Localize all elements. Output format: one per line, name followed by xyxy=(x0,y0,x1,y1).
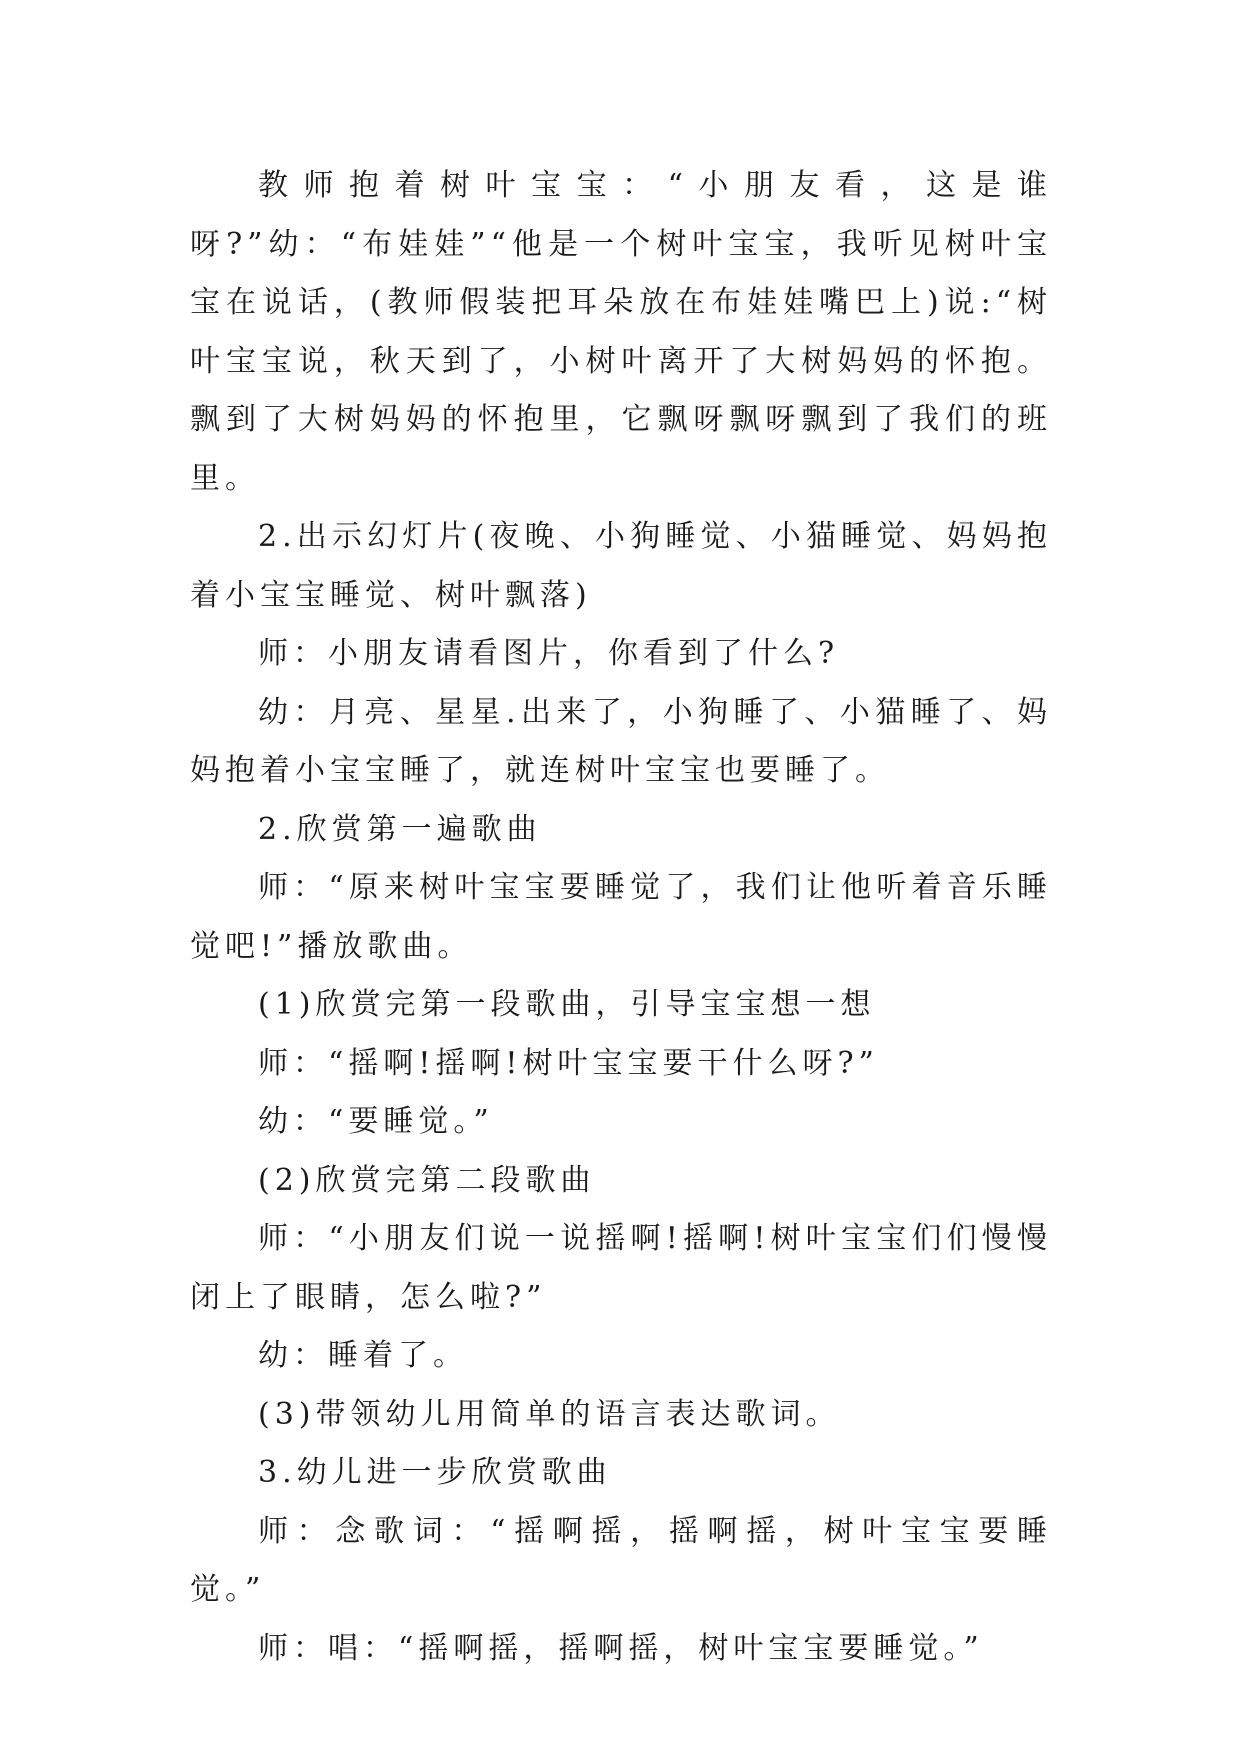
paragraph-substep-2: (2)欣赏完第二段歌曲 xyxy=(258,1162,596,1198)
paragraph-child-answer-2: 幼：“要睡觉。” xyxy=(258,1104,494,1139)
paragraph-teacher-question: 师：小朋友请看图片，你看到了什么? xyxy=(258,636,840,671)
paragraph-teacher-play-song: 师：“原来树叶宝宝要睡觉了，我们让他听着音乐睡觉吧!”播放歌曲。 xyxy=(190,870,1052,964)
paragraph-teacher-question-3: 师：“小朋友们说一说摇啊!摇啊!树叶宝宝们们慢慢闭上了眼睛，怎么啦?” xyxy=(190,1221,1052,1315)
paragraph-teacher-recite: 师：念歌词：“摇啊摇，摇啊摇，树叶宝宝要睡觉。” xyxy=(190,1513,1052,1607)
paragraph-substep-3: (3)带领幼儿用简单的语言表达歌词。 xyxy=(258,1396,841,1432)
paragraph-child-answer: 幼：月亮、星星.出来了，小狗睡了、小猫睡了、妈妈抱着小宝宝睡了，就连树叶宝宝也要睡了。 xyxy=(190,694,1052,788)
paragraph-step-show-slides: 2.出示幻灯片(夜晚、小狗睡觉、小猫睡觉、妈妈抱着小宝宝睡觉、树叶飘落) xyxy=(190,519,1052,613)
paragraph-teacher-sing: 师：唱：“摇啊摇，摇啊摇，树叶宝宝要睡觉。” xyxy=(258,1630,984,1666)
document-body xyxy=(190,157,1052,1678)
paragraph-step-first-listen: 2.欣赏第一遍歌曲 xyxy=(258,811,542,847)
paragraph-intro-dialogue: 教师抱着树叶宝宝：“小朋友看，这是谁呀?”幼：“布娃娃”“他是一个树叶宝宝，我听见树叶宝宝在说话，(教师假装把耳朵放在布娃娃嘴巴上)说:“树叶宝宝说，秋天到了，小树叶离开了大树妈妈的怀抱。飘到了大树妈妈的怀抱里，它飘呀飘呀飘到了我们的班里。 xyxy=(190,168,1052,496)
paragraph-child-answer-3: 幼：睡着了。 xyxy=(258,1338,468,1373)
paragraph-teacher-question-2: 师：“摇啊!摇啊!树叶宝宝要干什么呀?” xyxy=(258,1045,879,1081)
paragraph-step-further-listen: 3.幼儿进一步欣赏歌曲 xyxy=(258,1455,612,1490)
paragraph-substep-1: (1)欣赏完第一段歌曲，引导宝宝想一想 xyxy=(258,987,876,1022)
